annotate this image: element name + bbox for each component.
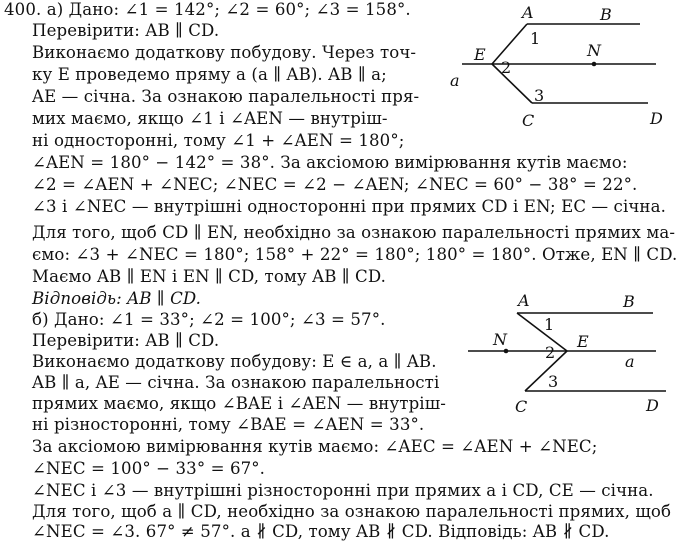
problem-400a-check: Перевірити: AB ∥ CD. [32,21,220,40]
label-b-point: B [623,292,635,311]
text-line: Виконаємо додаткову побудову: E ∈ a, a ∥ AB. [32,352,437,371]
label-a-line: a [625,352,635,371]
label-n-point: N [493,330,507,349]
problem-400b-check: Перевірити: AB ∥ CD. [32,331,220,350]
text-line: Для того, щоб CD ∥ EN, необхідно за ознакою паралельності прямих ма- [32,223,676,242]
label-a-point: A [518,291,530,310]
label-c-point: C [515,397,528,416]
text-line: ∠AEN = 180° − 142° = 38°. За аксіомою вимірювання кутів маємо: [32,153,628,172]
figure-b [460,290,685,420]
point-n [592,62,597,67]
text-line: ∠3 і ∠NEC — внутрішні односторонні при прямих CD і EN; EC — січна. [32,197,666,216]
text-line: AB ∥ a, AE — січна. За ознакою паралельності [32,373,440,392]
label-e-point: E [474,45,486,64]
label-angle-3: 3 [548,372,559,391]
text-line: ку E проведемо пряму a (a ∥ AB). AB ∥ a; [32,65,387,84]
problem-400a-given: 400. а) Дано: ∠1 = 142°; ∠2 = 60°; ∠3 = 158°. [4,0,411,19]
text-line: ні різносторонні, тому ∠BAE = ∠AEN = 33°. [32,415,425,434]
text-line: Виконаємо додаткову побудову. Через точ- [32,43,417,62]
text-line: AE — січна. За ознакою паралельності пря- [32,87,420,106]
label-a-point: A [522,3,534,22]
text-line: Для того, щоб a ∥ CD, необхідно за ознакою паралельності прямих, щоб [32,502,672,521]
label-d-point: D [650,109,663,128]
text-line: ємо: ∠3 + ∠NEC = 180°; 158° + 22° = 180°; 180° = 180°. Отже, EN ∥ CD. [32,245,678,264]
line-ae [517,313,567,351]
label-a-line: a [450,71,460,90]
answer-a: Відповідь: AB ∥ CD. [32,289,202,308]
text-line: ∠2 = ∠AEN + ∠NEC; ∠NEC = ∠2 − ∠AEN; ∠NEC = 60° − 38° = 22°. [32,175,638,194]
line-ec [492,64,532,103]
label-angle-1: 1 [544,315,555,334]
label-angle-2: 2 [501,58,512,77]
text-line: ∠NEC = 100° − 33° = 67°. [32,459,266,478]
point-n [504,349,509,354]
text-line: Маємо AB ∥ EN і EN ∥ CD, тому AB ∥ CD. [32,267,387,286]
text-line: За аксіомою вимірювання кутів маємо: ∠AEC = ∠AEN + ∠NEC; [32,437,598,456]
text-line: мих маємо, якщо ∠1 і ∠AEN — внутріш- [32,109,388,128]
text-line: ∠NEC = ∠3. 67° ≠ 57°. a ∦ CD, тому AB ∦ CD. Відповідь: AB ∦ CD. [32,522,610,541]
problem-400b-given: б) Дано: ∠1 = 33°; ∠2 = 100°; ∠3 = 57°. [32,310,386,329]
label-b-point: B [600,5,612,24]
label-d-point: D [646,396,659,415]
label-angle-1: 1 [530,29,541,48]
label-e-point: E [577,332,589,351]
text-line: прямих маємо, якщо ∠BAE і ∠AEN — внутріш- [32,394,446,413]
figure-a [440,0,680,130]
text-line: ні односторонні, тому ∠1 + ∠AEN = 180°; [32,131,405,150]
label-angle-2: 2 [545,343,556,362]
label-n-point: N [587,41,601,60]
text-line: ∠NEC і ∠3 — внутрішні різносторонні при прямих a і CD, CE — січна. [32,481,654,500]
label-c-point: C [522,111,535,130]
label-angle-3: 3 [534,86,545,105]
